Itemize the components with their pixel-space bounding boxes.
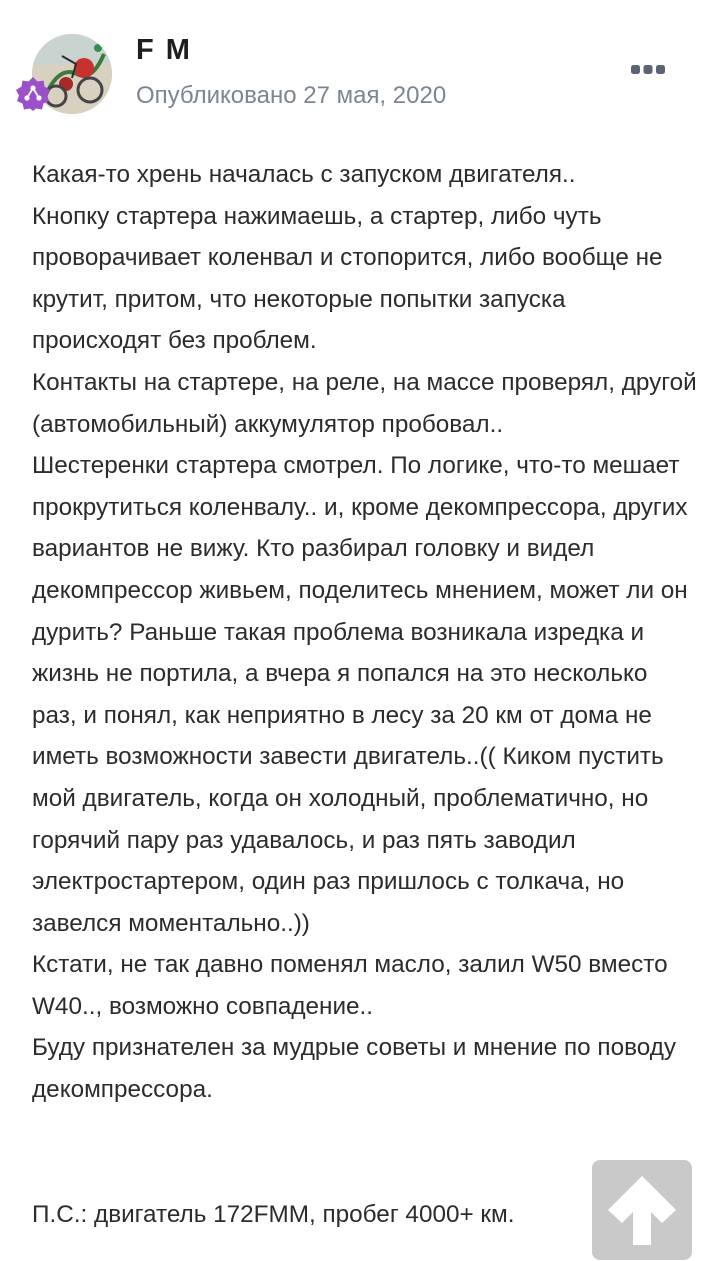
author-avatar-wrap[interactable]	[32, 34, 112, 114]
post-date: Опубликовано 27 мая, 2020	[136, 82, 447, 109]
scroll-to-top-button[interactable]	[592, 1160, 692, 1260]
arrow-up-icon	[604, 1172, 680, 1248]
post-text: Какая-то хрень началась с запуском двигателя.. Кнопку стартера нажимаешь, а стартер, либо чуть проворачивает коленвал и стопорится, либо вообще не крутит, притом, что некоторые попытки запуска происходят без проблем. Контакты на стартере, на реле, на массе проверял, другой (автомобильный) аккумулятор пробовал.. Шестеренки стартера смотрел. По логике, что-то мешает прокрутиться коленвалу.. и, кроме декомпрессора, других вариантов не вижу. Кто разбирал головку и видел декомпрессор живьем, поделитесь мнением, может ли он дурить? Раньше такая проблема возникала изредка и жизнь не портила, а вчера я попался на это несколько раз, и понял, как неприятно в лесу за 20 км от дома не иметь возможности завести двигатель..(( Киком пустить мой двигатель, когда он холодный, проблематично, но горячий пару раз удавалось, и раз пять заводил электростартером, один раз пришлось с толкача, но завелся моментально..)) Кстати, не так давно поменял масло, залил W50 вместо W40.., возможно совпадение.. Буду признателен за мудрые советы и мнение по поводу декомпрессора.	[32, 161, 697, 1104]
author-name[interactable]: F M	[136, 34, 192, 66]
ellipsis-icon	[631, 64, 665, 76]
post-body	[32, 154, 697, 1228]
post-header	[0, 0, 720, 130]
share-badge-icon	[15, 76, 51, 112]
post-ps: П.С.: двигатель 172FMM, пробег 4000+ км.	[32, 1201, 515, 1228]
more-options-button[interactable]	[622, 54, 674, 86]
